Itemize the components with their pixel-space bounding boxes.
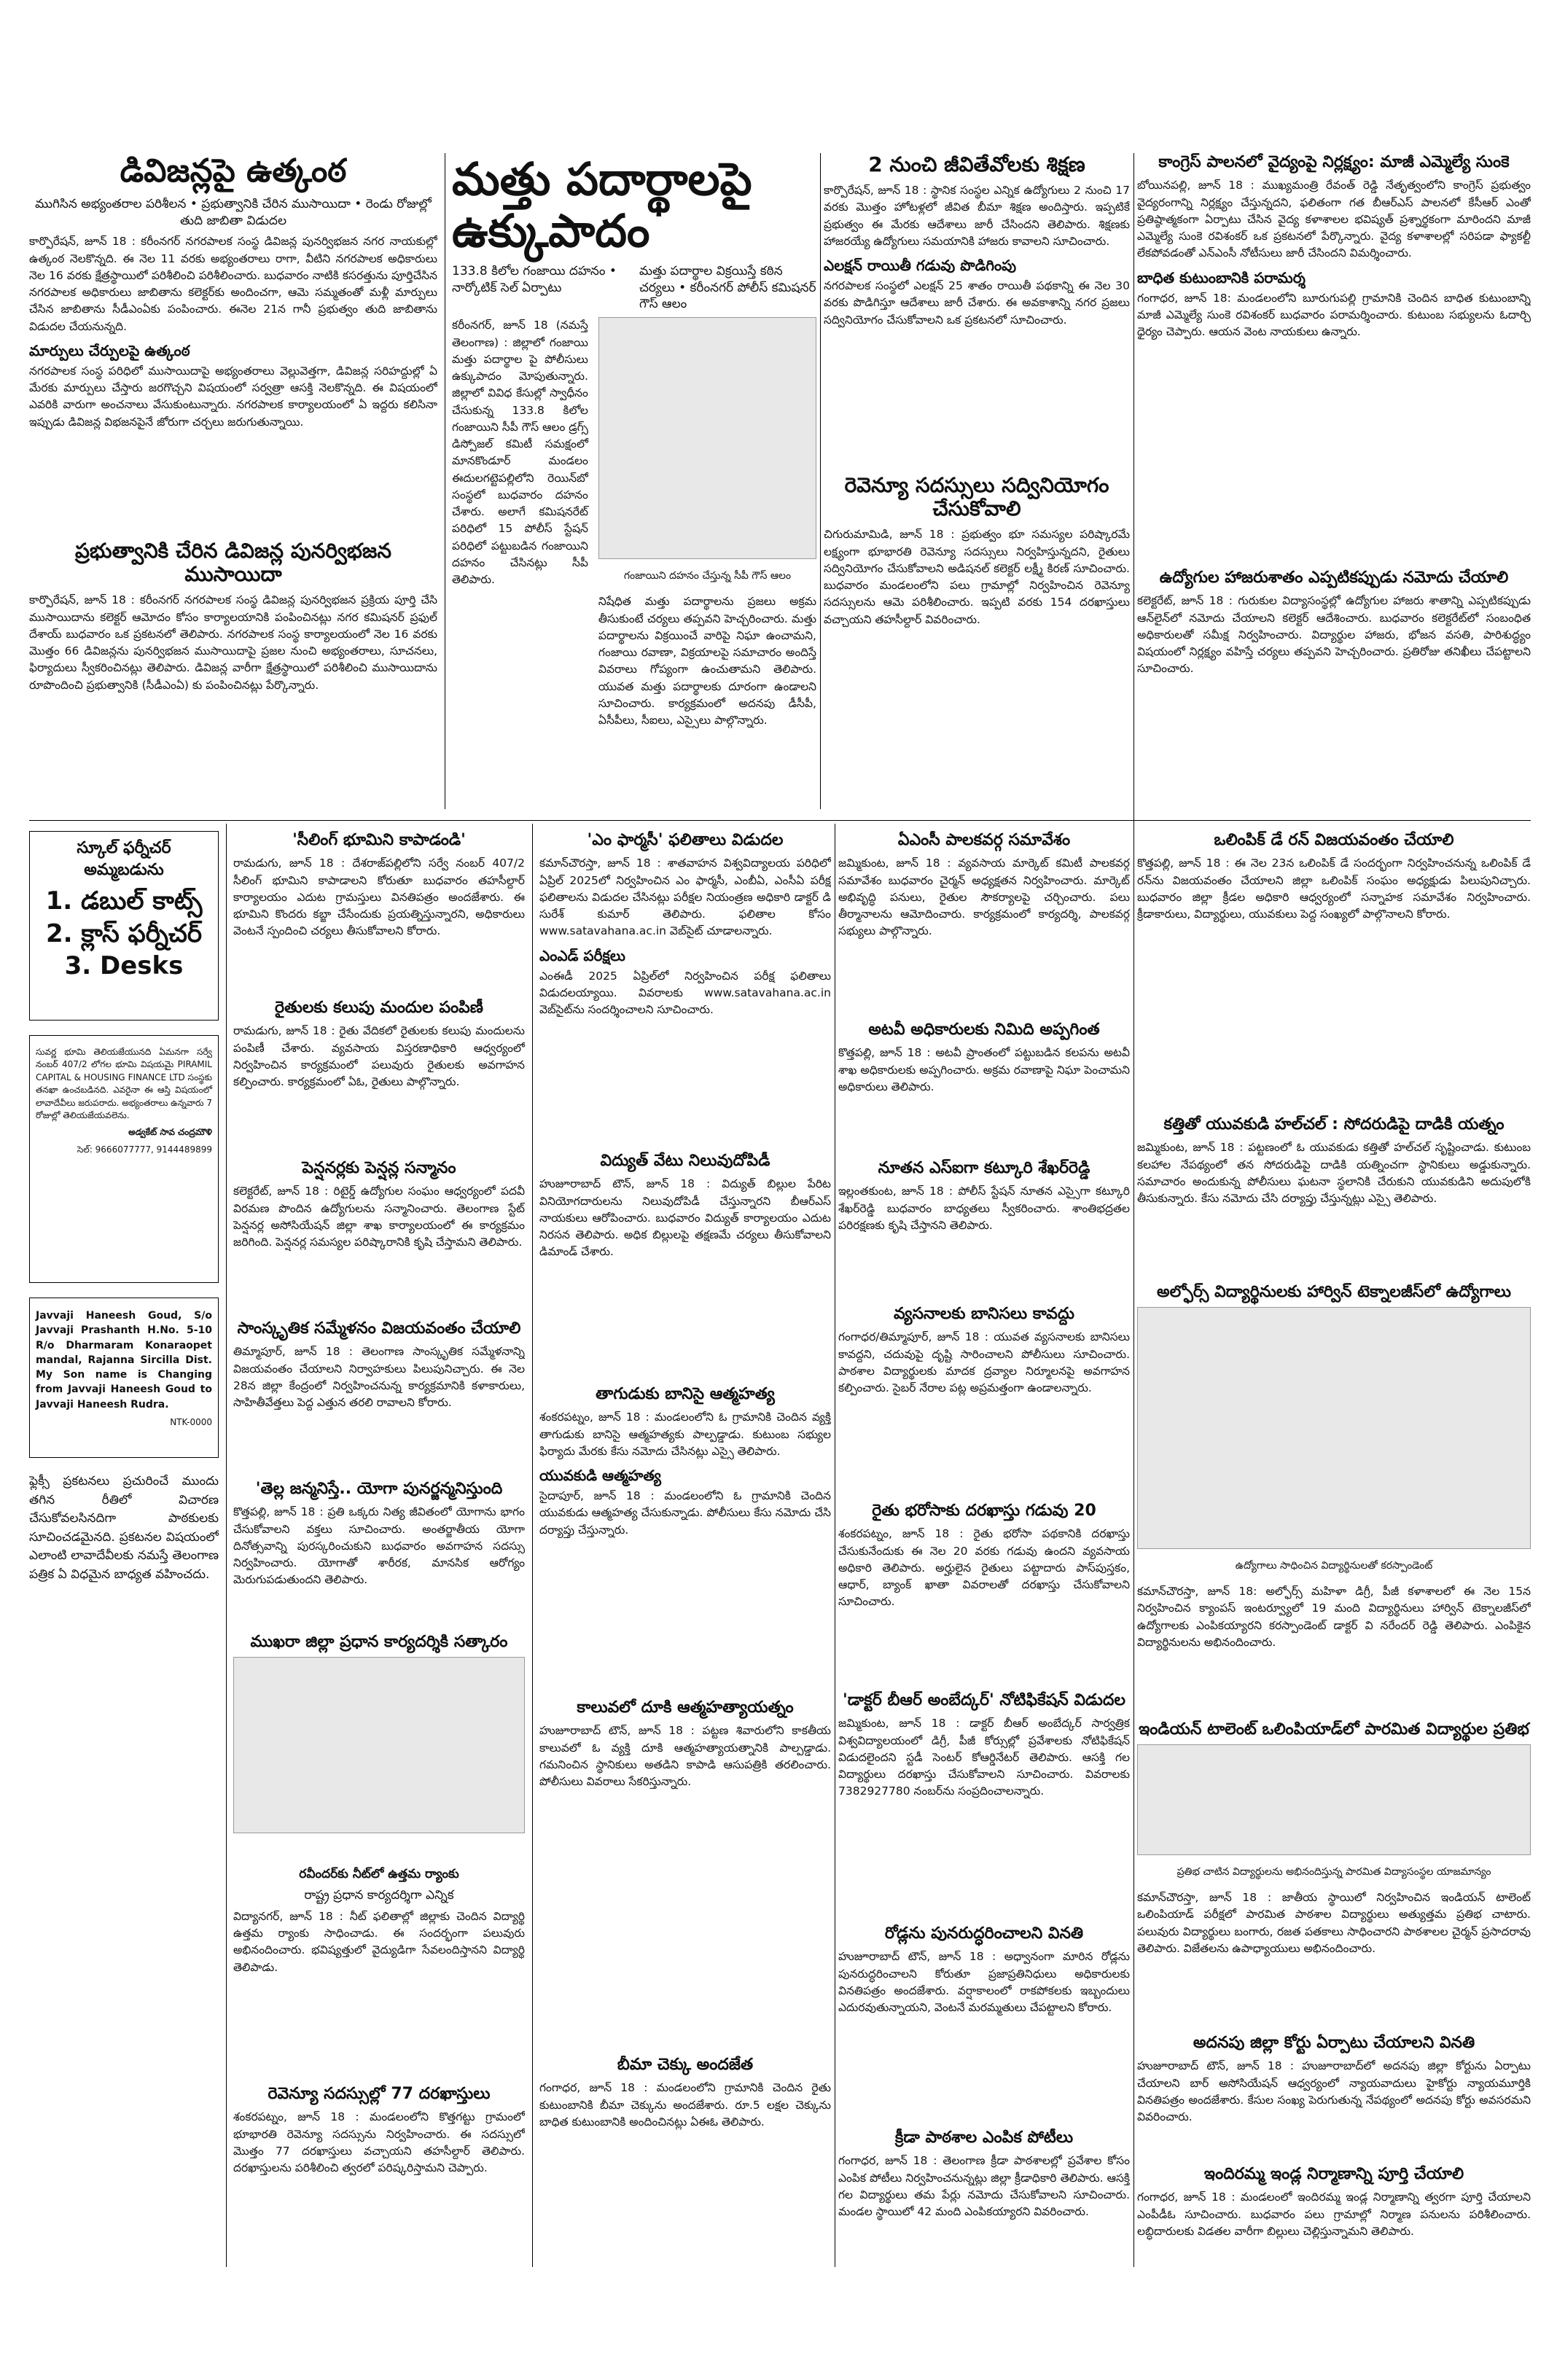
ad-name-change: [29, 1298, 219, 1458]
kicker-left: 133.8 కిలోల గంజాయి దహనం • నార్కోటిక్ సెల్ ఏర్పాటు: [452, 263, 617, 295]
body-text: ఎంఈడీ 2025 ఏప్రిల్‌లో నిర్వహించిన పరీక్ష ఫలితాలు విడుదలయ్యాయి. వివరాలకు www.satavahana.ac.in వెబ్‌సైట్‌ను సందర్శించాలని సూచించారు.: [539, 969, 831, 1017]
body-text: కమాన్‌చౌరస్తా, జూన్ 18: అల్ఫోర్స్ మహిళా డిగ్రీ, పీజీ కళాశాలలో ఈ నెల 15న నిర్వహించిన క్యాంపస్ ఇంటర్వ్యూలో 19 మంది విద్యార్థినులు హార్విన్ టెక్నాలజీస్‌లో ఉద్యోగాలకు ఎంపికయ్యారని కరస్పాండెంట్ డాక్టర్ వి నరేందర్ రెడ్డి తెలిపారు. ఎంపికైన విద్యార్థినులను అభినందించారు.: [1137, 1585, 1531, 1649]
subheading: బాధిత కుటుంబానికి పరామర్శ: [1137, 268, 1306, 286]
headline: అటవీ అధికారులకు నిమిది అప్పగింత: [868, 1021, 1100, 1039]
body-text: జమ్మికుంట, జూన్ 18 : వ్యవసాయ మార్కెట్ కమిటీ పాలకవర్గ సమావేశం బుధవారం చైర్మన్ అధ్యక్షతన నిర్వహించారు. మార్కెట్ అభివృద్ధి పనులు, రైతుల సౌకర్యాలపై చర్చించారు. పలు తీర్మానాలను ఆమోదించారు. కార్యక్రమంలో కార్యదర్శి, పాలకవర్గ సభ్యులు పాల్గొన్నారు.: [838, 857, 1130, 938]
body-text: కార్పొరేషన్, జూన్ 18 : స్థానిక సంస్థల ఎన్నిక ఉద్యోగులు 2 నుంచి 17 వరకు మొత్తం హోటళ్లలో జీవిత బీమా శిక్షణ అందిస్తారు. ఇప్పటికే ప్రభుత్వం ఈ మేరకు ఆదేశాలు జారీ చేసిందని తెలిపారు. శిక్షణకు హాజరయ్యే ఉద్యోగులు సమయానికి హాజరు కావాలని సూచించారు.: [824, 184, 1130, 248]
photo-caption: ప్రతిభ చాటిన విద్యార్థులను అభినందిస్తున్న పారమిత విద్యాసంస్థల యాజమాన్యం: [1176, 1866, 1491, 1878]
headline: తాగుడుకు బానిసై ఆత్మహత్య: [596, 1385, 775, 1403]
article-mpharmacy: [539, 831, 831, 1144]
article-jail: [824, 153, 1130, 467]
body-text: గంగాధర, జూన్ 18 : తెలంగాణ క్రీడా పాఠశాలల్లో ప్రవేశాల కోసం ఎంపిక పోటీలు నిర్వహించనున్నట్లు జిల్లా క్రీడాధికారి తెలిపారు. ఆసక్తి గల విద్యార్థులు తమ పేర్లు నమోదు చేసుకోవాలని సూచించారు. మండల స్థాయిలో 42 మంది ఎంపికయ్యారని వివరించారు.: [838, 2154, 1130, 2219]
headline: బీమా చెక్కు అందజేత: [617, 2056, 754, 2074]
article-knife: [1137, 1115, 1531, 1276]
body-text: హుజూరాబాద్ టౌన్, జూన్ 18 : పట్టణ శివారులోని కాకతీయ కాలువలో ఓ వ్యక్తి దూకి ఆత్మహత్యాయత్నానికి పాల్పడ్డాడు. గమనించిన స్థానికులు అతడిని కాపాడి ఆసుపత్రికి తరలించారు. పోలీసులు వివరాలు సేకరిస్తున్నారు.: [539, 1724, 831, 1789]
body-text: గంగాధర, జూన్ 18 : మండలంలోని గ్రామానికి చెందిన రైతు కుటుంబానికి బీమా చెక్కును అందజేశారు. రూ.5 లక్షల చెక్కును బాధిత కుటుంబానికి అందించినట్లు ఏఈఓ తెలిపారు.: [539, 2081, 831, 2129]
headline: డివిజన్లపై ఉత్కంఠ: [120, 153, 347, 190]
article-forest: [838, 1021, 1130, 1152]
kicker-sub: రాష్ట్ర ప్రధాన కార్యదర్శిగా ఎన్నిక: [304, 1887, 454, 1903]
name-change-code: NTK-0000: [170, 1417, 212, 1428]
article-ceiling: [233, 831, 525, 991]
headline: రైతు భరోసాకు దరఖాస్తు గడువు 20: [872, 1502, 1096, 1520]
article-farmers: [233, 999, 525, 1152]
column-rule: [226, 824, 227, 2267]
subheading: మార్పులు చేర్పులపై ఉత్కంఠ: [29, 341, 190, 359]
notice-body: సువర్ణ భూమి తెలియజేయునది ఏమనగా సర్వే నంబర్ 407/2 లోగల భూమి విషయమై PIRAMIL CAPITAL & HOUSING FINANCE LTD సంస్థకు తనఖా ఉంచబడినది. ఎవరైనా ఈ ఆస్తి విషయంలో లావాదేవీలు జరుపరాదు. అభ్యంతరాలు ఉన్నవారు 7 రోజుల్లో తెలియజేయవలెను.: [36, 1047, 213, 1120]
body-text: రామడుగు, జూన్ 18 : రైతు వేదికలో రైతులకు కలుపు మందులను పంపిణీ చేశారు. వ్యవసాయ విస్తరణాధికారి ఆధ్వర్యంలో నిర్వహించిన కార్యక్రమంలో పలువురు రైతులకు అవగాహన కల్పించారు. కార్యక్రమంలో ఏఓ, రైతులు పాల్గొన్నారు.: [233, 1024, 525, 1089]
headline: రెవెన్యూ సదస్సుల్లో 77 దరఖాస్తులు: [268, 2085, 491, 2103]
photo-caption: గంజాయిని దహనం చేస్తున్న సీపీ గౌస్ ఆలం: [623, 570, 792, 582]
kicker: రవీందర్‌కు నీట్‌లో ఉత్తమ ర్యాంకు: [299, 1867, 459, 1881]
headline: రోడ్లను పునరుద్ధరించాలని వినతి: [884, 1924, 1084, 1943]
article-canal: [539, 1698, 831, 2048]
article-drugs: [452, 153, 816, 809]
article-yoga: [233, 1480, 525, 1626]
headline: ప్రభుత్వానికి చేరిన డివిజన్ల పునర్విభజన ముసాయిదా: [75, 539, 391, 587]
headline: ఇండియన్ టాలెంట్ ఒలింపియాడ్‌లో పారమిత విద్యార్థుల ప్రతిభ: [1139, 1720, 1529, 1739]
article-ambedkar: [838, 1691, 1130, 1917]
subheading: ఎలక్షన్ రాయితీ గడువు పొడిగింపు: [824, 257, 1017, 275]
headline: 2 నుంచి జీవితేవోలకు శిక్షణ: [868, 153, 1085, 176]
body-text: విద్యానగర్, జూన్ 18 : నీట్ ఫలితాల్లో జిల్లాకు చెందిన విద్యార్థి ఉత్తమ ర్యాంకు సాధించాడు. ఈ సందర్భంగా పలువురు అభినందించారు. భవిష్యత్తులో వైద్యుడిగా సేవలందిస్తానని విద్యార్థి తెలిపాడు.: [233, 1909, 525, 1974]
column-rule: [820, 153, 821, 809]
subheading: యువకుడి ఆత్మహత్య: [539, 1467, 661, 1485]
body-text: కార్పొరేషన్, జూన్ 18 : కరీంనగర్ నగరపాలక సంస్థ డివిజన్ల పునర్విభజన నగర నాయకుల్లో ఉత్కంఠ నెలకొన్నది. ఈ నెల 11 వరకు అభ్యంతరాలు రాగా, వీటిని నగరపాలక అధికారులు నెల 16 వరకు క్షేత్రస్థాయిలో పరిశీలించి పరిశీలించారు. బుధవారం నాటికి కసరత్తును పూర్తిచేసిన నగరపాలక అధికారులు జాబితాను కలెక్టర్‌కు అందించగా, ఆమె సమ్మతంతో మళ్లీ మార్పులు చేసిన జాబితాను సీడీఎంఏకు పంపించారు. ఈనెల 21న గానీ ప్రభుత్వం తుది జాబితాను విడుదల చేయనున్నది.: [29, 235, 437, 333]
headline: 'ఎం ఫార్మసీ' ఫలితాలు విడుదల: [587, 831, 784, 849]
ad-item-3: 3. Desks: [64, 951, 184, 980]
body-text: నగరపాలక సంస్థలో ఎలక్షన్ 25 శాతం రాయితీ పథకాన్ని ఈ నెల 30 వరకు పొడిగిస్తూ ఆదేశాలు జారీ చేశారు. ఈ అవకాశాన్ని నగర ప్రజలు సద్వినియోగం చేసుకోవాలని ఒక ప్రకటనలో సూచించారు.: [824, 279, 1130, 327]
column-rule: [1133, 153, 1134, 2267]
article-addiction: [838, 1305, 1130, 1494]
name-change-body: Javvaji Haneesh Goud, S/o Javvaji Prashanth H.No. 5-10 R/o Dharmaram Konaraopet mandal, Rajanna Sircilla Dist. My Son name is Changing from Javvaji Haneesh Goud to Javvaji Haneesh Rudra.: [36, 1310, 212, 1411]
ad-legal-notice: [29, 1035, 219, 1283]
ad-item-2: 2. క్లాస్ ఫర్నీచర్: [46, 918, 202, 948]
body-text: శంకరపట్నం, జూన్ 18 : మండలంలోని కొత్తగట్టు గ్రామంలో భూభారతి రెవెన్యూ సదస్సును నిర్వహించారు. ఈ సదస్సులో మొత్తం 77 దరఖాస్తులు వచ్చాయని తహసీల్దార్ తెలిపారు. దరఖాస్తులను పరిశీలించి త్వరలో పరిష్కరిస్తామని చెప్పారు.: [233, 2110, 525, 2175]
notice-signer: అడ్వకేట్ సావ చంద్రమౌళి: [128, 1127, 212, 1138]
students-photo: [1137, 1307, 1531, 1549]
section-rule: [29, 820, 1531, 821]
article-sports: [838, 2129, 1130, 2267]
headline: అల్ఫోర్స్ విద్యార్థినులకు హార్విన్ టెక్నాలజీస్‌లో ఉద్యోగాలు: [1157, 1283, 1511, 1301]
article-revenue77: [233, 2085, 525, 2252]
article-bima: [539, 2056, 831, 2260]
body-text: శంకరపట్నం, జూన్ 18 : మండలంలోని ఓ గ్రామానికి చెందిన వ్యక్తి తాగుడుకు బానిసై ఆత్మహత్యకు పాల్పడ్డాడు. కుటుంబ సభ్యుల ఫిర్యాదు మేరకు కేసు నమోదు చేసినట్లు ఎస్సై తెలిపారు.: [539, 1411, 831, 1458]
article-courts: [1137, 2034, 1531, 2158]
headline: కాంగ్రెస్ పాలనలో వైద్యంపై నిర్లక్ష్యం: మాజీ ఎమ్మెల్యే సుంకె: [1158, 153, 1510, 171]
body-text: కమాన్‌చౌరస్తా, జూన్ 18 : శాతవాహన విశ్వవిద్యాలయ పరిధిలో ఏప్రిల్ 2025లో నిర్వహించిన ఎం ఫార్మసీ, ఎంబీఏ, ఎంసీఏ పరీక్ష ఫలితాలను విడుదల చేసినట్లు పరీక్షల నియంత్రణ అధికారి డాక్టర్ డి సురేశ్ కుమార్ తెలిపారు. ఫలితాల కోసం www.satavahana.ac.in వెబ్‌సైట్ చూడాలన్నారు.: [539, 857, 831, 938]
article-mukhara: [233, 1633, 525, 1852]
ad-school-furniture: [29, 831, 219, 1021]
disclaimer-text: ఫ్లెక్సీ ప్రకటనలు ప్రచురించే ముందు తగిన రీతిలో విచారణ చేసుకోవలసినదిగా పాఠకులకు సూచించడమైనది. ప్రకటనల విషయంలో ఎలాంటి లావాదేవీలకు నమస్తే తెలంగాణ పత్రిక ఏ విధమైన బాధ్యత వహించదు.: [29, 1474, 219, 1582]
headline: సాంస్కృతిక సమ్మేళనం విజయవంతం చేయాలి: [237, 1319, 521, 1338]
article-talent: [1137, 1720, 1531, 2026]
body-text: నగరపాలక సంస్థ పరిధిలో ముసాయిదాపై అభ్యంతరాలు వెల్లువెత్తగా, డివిజన్ల సరిహద్దుల్లో ఏ మేరకు మార్పులు చేస్తారు జరగొచ్చని విషయంలో సర్వత్రా ఆసక్తి నెలకొన్నది. ఈ విషయంలో ఎవరికి వారుగా అంచనాలు వేసుకుంటున్నారు. నగరపాలక కార్యాలయంలో ఏ ఇద్దరు కలిసినా ఇప్పుడు డివిజన్ల విభజనపైనే జోరుగా చర్చలు జరుగుతున్నాయి.: [29, 364, 437, 429]
headline: విద్యుత్ వేటు నిలువుదోపిడీ: [600, 1152, 770, 1170]
article-amc: [838, 831, 1130, 1013]
body-text: కార్పొరేషన్, జూన్ 18 : కరీంనగర్ నగరపాలక సంస్థ డివిజన్ల పునర్విభజన ప్రక్రియ పూర్తి చేసి ముసాయిదాను కలెక్టర్ ఆమోదం కోసం కార్యాలయానికి పంపించినట్లు నగర కమిషనర్ ప్రఫుల్ దేశాయ్ బుధవారం ఒక ప్రకటనలో తెలిపారు. నగరపాలక సంస్థ కార్యాలయంలో నెల 16 వరకు మొత్తం 66 డివిజన్లను పునర్విభజన ముసాయిదాపై ప్రజల నుంచి అభ్యంతరాలు, సూచనలు, ఫిర్యాదులు స్వీకరించినట్లు తెలిపారు. డివిజన్ల వారీగా క్షేత్రస్థాయిలో పరిశీలించి ముసాయిదాను రూపొందించి ప్రభుత్వానికి (సీడీఎంఏ) కు పంపించినట్లు పేర్కొన్నారు.: [29, 593, 437, 692]
headline: ఉద్యోగుల హాజరుశాతం ఎప్పటికప్పుడు నమోదు చేయాలి: [1159, 569, 1509, 587]
body-text: కొత్తపల్లి, జూన్ 18 : అటవీ ప్రాంతంలో పట్టుబడిన కలపను అటవీ శాఖ అధికారులకు అప్పగించారు. అక్రమ రవాణాపై నిఘా పెంచామని అధికారులు తెలిపారు.: [838, 1046, 1130, 1093]
felicitation-photo: [233, 1657, 525, 1833]
headline: 'సీలింగ్ భూమిని కాపాడండి': [292, 831, 466, 849]
headline: అదనపు జిల్లా కోర్టు ఏర్పాటు చేయాలని వినతి: [1193, 2034, 1475, 2052]
article-cultural: [233, 1319, 525, 1472]
ad-title: స్కూల్ ఫర్నీచర్ అమ్మబడును: [77, 839, 171, 879]
talent-photo: [1137, 1744, 1531, 1855]
ad-item-1: 1. డబుల్ కాట్స్: [45, 886, 203, 916]
article-olympic: [1137, 831, 1531, 1108]
ad-disclaimer: [29, 1472, 219, 1706]
headline: రైతులకు కలుపు మందుల పంపిణీ: [275, 999, 483, 1017]
headline: రెవెన్యూ సదస్సులు సద్వినియోగం చేసుకోవాలి: [844, 474, 1109, 521]
body-text: హుజూరాబాద్ టౌన్, జూన్ 18 : హుజూరాబాద్‌లో అదనపు జిల్లా కోర్టును ఏర్పాటు చేయాలని బార్ అసోసియేషన్ ఆధ్వర్యంలో న్యాయవాదులు హైకోర్టు న్యాయమూర్తికి వినతిపత్రం అందజేశారు. కేసుల సంఖ్య పెరుగుతున్న నేపథ్యంలో అదనపు కోర్టు అవసరమని వివరించారు.: [1137, 2059, 1531, 2124]
body-text: హుజూరాబాద్ టౌన్, జూన్ 18 : అధ్వానంగా మారిన రోడ్లను పునరుద్ధరించాలని కోరుతూ ప్రజాప్రతినిధులు అధికారులకు వినతిపత్రం అందజేశారు. వర్షాకాలంలో రాకపోకలకు ఇబ్బందులు ఎదురవుతున్నాయని, వెంటనే మరమ్మతులు చేపట్టాలని కోరారు.: [838, 1950, 1130, 2015]
body-text: బోయినపల్లి, జూన్ 18 : ముఖ్యమంత్రి రేవంత్ రెడ్డి నేతృత్వంలోని కాంగ్రెస్ ప్రభుత్వం వైద్యరంగాన్ని నిర్లక్ష్యం చేస్తున్నదని, ఫలితంగా గత బీఆర్ఎస్ పాలనలో కేసీఆర్ ఎంతో ప్రతిష్ఠాత్మకంగా ఏర్పాటు చేసిన వైద్య కళాశాలల భవిష్యత్ ప్రశ్నార్థకంగా మారిందని మాజీ ఎమ్మెల్యే సుంకె రవిశంకర్ ఒక ప్రకటనలో పేర్కొన్నారు. వైద్య కళాశాలల్లో సరిపడా ఫ్యాకల్టీ లేకపోవడంతో ఎన్ఎంసీ నోటీసులు జారీ చేసిందని విమర్శించారు.: [1137, 179, 1531, 260]
article-raitu: [838, 1502, 1130, 1684]
headline: ఏఎంసీ పాలకవర్గ సమావేశం: [897, 831, 1071, 849]
subheading: ఎంఎడ్ పరీక్షలు: [539, 946, 625, 964]
body-text: శంకరపట్నం, జూన్ 18 : రైతు భరోసా పథకానికి దరఖాస్తు చేసుకునేందుకు ఈ నెల 20 వరకు గడువు ఉందని వ్యవసాయ అధికారి తెలిపారు. అర్హులైన రైతులు పట్టాదారు పాస్‌పుస్తకం, ఆధార్, బ్యాంక్ ఖాతా వివరాలతో దరఖాస్తు చేసుకోవాలని సూచించారు.: [838, 1527, 1130, 1609]
body-text: రామడుగు, జూన్ 18 : దేశరాజ్‌పల్లిలోని సర్వే నంబర్ 407/2 సీలింగ్ భూమిని కాపాడాలని కోరుతూ బుధవారం తహసీల్దార్ కార్యాలయం ఎదుట గ్రామస్తులు వినతిపత్రం అందజేశారు. ఈ భూమిని కొందరు కబ్జా చేసేందుకు ప్రయత్నిస్తున్నారని, అధికారులు వెంటనే స్పందించి చర్యలు తీసుకోవాలని కోరారు.: [233, 857, 525, 938]
column-rule: [532, 824, 533, 2267]
headline: 'డాక్టర్ బీఆర్ అంబేద్కర్' నోటిఫికేషన్ విడుదల: [842, 1691, 1126, 1709]
article-electricity: [539, 1152, 831, 1378]
article-roads: [838, 1924, 1130, 2121]
body-text: గంగాధర, జూన్ 18 : మండలంలో ఇందిరమ్మ ఇండ్ల నిర్మాణాన్ని త్వరగా పూర్తి చేయాలని ఎంపీడీఓ సూచించారు. బుధవారం పలు గ్రామాల్లో నిర్మాణ పనులను పరిశీలించారు. లబ్ధిదారులకు విడతల వారీగా బిల్లులు చెల్లిస్తున్నామని తెలిపారు.: [1137, 2190, 1531, 2238]
headline: కాలువలో దూకి ఆత్మహత్యాయత్నం: [577, 1698, 794, 1717]
body-text: కలెక్టరేట్, జూన్ 18 : గురుకుల విద్యాసంస్థల్లో ఉద్యోగుల హాజరు శాతాన్ని ఎప్పటికప్పుడు ఆన్‌లైన్‌లో నమోదు చేయాలని కలెక్టర్ ఆదేశించారు. బుధవారం కలెక్టరేట్‌లో సంబంధిత అధికారులతో సమీక్ష నిర్వహించారు. విద్యార్థుల హాజరు, భోజన వసతి, పారిశుద్ధ్యం విషయంలో నిర్లక్ష్యం వహిస్తే చర్యలు తప్పవని హెచ్చరించారు. ప్రతిరోజు తనిఖీలు చేపట్టాలని సూచించారు.: [1137, 594, 1531, 676]
burning-ganja-photo: [598, 317, 816, 559]
article-pensions: [233, 1159, 525, 1312]
headline: మత్తు పదార్థాలపై ఉక్కుపాదం: [452, 153, 752, 258]
body-text: నిషేధిత మత్తు పదార్థాలను ప్రజలు అక్రమ తీసుకుంటే చర్యలు తప్పవని హెచ్చరించారు. మత్తు పదార్థాలను విక్రయించే వారిపై నిఘా ఉంచామని, గంజాయి రవాణా, విక్రయాలపై సమాచారం అందిస్తే వివరాలు గోప్యంగా ఉంచుతామని తెలిపారు. యువత మత్తు పదార్థాలకు దూరంగా ఉండాలని సూచించారు. కార్యక్రమంలో అదనపు డీసీపీ, ఏసీపీలు, సీఐలు, ఎస్సైలు పాల్గొన్నారు.: [598, 595, 816, 727]
body-text: జమ్మికుంట, జూన్ 18 : డాక్టర్ బీఆర్ అంబేద్కర్ సార్వత్రిక విశ్వవిద్యాలయంలో డిగ్రీ, పీజీ కోర్సుల్లో ప్రవేశాలకు నోటిఫికేషన్ విడుదలైందని స్టడీ సెంటర్ కోఆర్డినేటర్ తెలిపారు. ఆసక్తి గల విద్యార్థులు దరఖాస్తు చేసుకోవాలని సూచించారు. వివరాలకు 7382927780 నంబర్‌ను సంప్రదించాలన్నారు.: [838, 1717, 1130, 1798]
body-text: హుజూరాబాద్ టౌన్, జూన్ 18 : విద్యుత్ బిల్లుల పేరిట వినియోగదారులను నిలువుదోపిడీ చేస్తున్నారని బీఆర్ఎస్ నాయకులు ఆరోపించారు. బుధవారం విద్యుత్ కార్యాలయం ఎదుట నిరసన తెలిపారు. అధిక బిల్లులపై తక్షణమే చర్యలు తీసుకోవాలని డిమాండ్ చేశారు.: [539, 1177, 831, 1259]
body-text: కరీంనగర్, జూన్ 18 (నమస్తే తెలంగాణ) : జిల్లాలో గంజాయి మత్తు పదార్థాల పై పోలీసులు ఉక్కుపాదం మోపుతున్నారు. జిల్లాలో వివిధ కేసుల్లో స్వాధీనం చేసుకున్న 133.8 కిలోల గంజాయిని సీపీ గౌస్ ఆలం డ్రగ్స్ డిస్పోజల్ కమిటీ సమక్షంలో మానకొండూర్ మండలం ఈదులగట్టెపల్లిలోని రెయిన్‌బో సంస్థలో బుధవారం దహనం చేశారు. అలాగే కమిషనరేట్ పరిధిలో 15 పోలీస్ స్టేషన్ పరిధిలో పట్టుబడిన గంజాయిని దహనం చేసినట్లు సీపీ తెలిపారు.: [452, 319, 588, 587]
article-indiramma: [1137, 2165, 1531, 2267]
headline: ఇందిరమ్మ ఇండ్ల నిర్మాణాన్ని పూర్తి చేయాలి: [1203, 2165, 1464, 2183]
body-text: ఇల్లంతకుంట, జూన్ 18 : పోలీస్ స్టేషన్ నూతన ఎస్సైగా కట్కూరి శేఖర్‌రెడ్డి బుధవారం బాధ్యతలు స్వీకరించారు. శాంతిభద్రతల పరిరక్షణకు కృషి చేస్తానని తెలిపారు.: [838, 1185, 1130, 1232]
headline: 'తెల్ల జన్మనిస్తే.. యోగా పునర్జన్మనిస్తుంది: [255, 1480, 503, 1498]
body-text: తిమ్మాపూర్, జూన్ 18 : తెలంగాణ సాంస్కృతిక సమ్మేళనాన్ని విజయవంతం చేయాలని నిర్వాహకులు పిలుపునిచ్చారు. ఈ నెల 28న జిల్లా కేంద్రంలో నిర్వహించనున్న కార్యక్రమానికి కళాకారులు, సాహితీవేత్తలు పెద్ద ఎత్తున తరలి రావాలని కోరారు.: [233, 1345, 525, 1410]
photo-caption: ఉద్యోగాలు సాధించిన విద్యార్థినులతో కరస్పాండెంట్: [1235, 1560, 1433, 1572]
body-text: జమ్మికుంట, జూన్ 18 : పట్టణంలో ఓ యువకుడు కత్తితో హల్‌చల్ సృష్టించాడు. కుటుంబ కలహాల నేపథ్యంలో తన సోదరుడిపై దాడికి యత్నించగా స్థానికులు అడ్డుకున్నారు. సమాచారం అందుకున్న పోలీసులు ఘటనా స్థలానికి చేరుకుని యువకుడిని అదుపులోకి తీసుకున్నారు. కేసు నమోదు చేసి దర్యాప్తు చేస్తున్నట్లు ఎస్సై తెలిపారు.: [1137, 1141, 1531, 1206]
headline: ఒలింపిక్ డే రన్ విజయవంతం చేయాలి: [1214, 831, 1454, 849]
article-new-si: [838, 1159, 1130, 1298]
article-revenue: [824, 474, 1130, 809]
article-cricket: [233, 1866, 525, 2077]
kicker: ముగిసిన అభ్యంతరాల పరిశీలన • ప్రభుత్వానికి చేరిన ముసాయిదా • రెండు రోజుల్లో తుది జాబితా విడుదల: [35, 196, 432, 228]
headline: కత్తితో యువకుడి హల్‌చల్ : సోదరుడిపై దాడికి యత్నం: [1163, 1115, 1505, 1134]
headline: క్రీడా పాఠశాల ఎంపిక పోటీలు: [894, 2129, 1074, 2147]
headline: పెన్షనర్లకు పెన్షన్ల సన్మానం: [302, 1159, 456, 1177]
body-text: గంగాధర, జూన్ 18: మండలంలోని బూరుగుపల్లి గ్రామానికి చెందిన బాధిత కుటుంబాన్ని మాజీ ఎమ్మెల్యే సుంకె రవిశంకర్ బుధవారం పరామర్శించారు. కుటుంబ సభ్యులను ఓదార్చి ధైర్యం చెప్పారు. ఆయన వెంట నాయకులు ఉన్నారు.: [1137, 291, 1531, 339]
headline: నూతన ఎస్ఐగా కట్కూరి శేఖర్‌రెడ్డి: [878, 1159, 1090, 1177]
article-congress: [1137, 153, 1531, 561]
article-divisions-2: [29, 539, 437, 816]
headline: వ్యసనాలకు బానిసలు కావద్దు: [894, 1305, 1074, 1323]
body-text: గంగాధర/తిమ్మాపూర్, జూన్ 18 : యువత వ్యసనాలకు బానిసలు కావద్దని, చదువుపై దృష్టి సారించాలని పోలీసులు సూచించారు. పాఠశాల విద్యార్థులకు మాదక ద్రవ్యాల నిర్మూలనపై అవగాహన కల్పించారు. సైబర్ నేరాల పట్ల అప్రమత్తంగా ఉండాలన్నారు.: [838, 1330, 1130, 1395]
body-text: చిగురుమామిడి, జూన్ 18 : ప్రభుత్వం భూ సమస్యల పరిష్కారమే లక్ష్యంగా భూభారతి రెవెన్యూ సదస్సులు నిర్వహిస్తున్నదని, రైతులు సద్వినియోగం చేసుకోవాలని అడిషనల్ కలెక్టర్ లక్ష్మీ కిరణ్ సూచించారు. బుధవారం మండలంలోని పలు గ్రామాల్లో నిర్వహించిన రెవెన్యూ సదస్సులను ఆమె పరిశీలించారు. ఇప్పటి వరకు 154 దరఖాస్తులు వచ్చాయని తహసీల్దార్ వివరించారు.: [824, 528, 1130, 626]
kicker-right: మత్తు పదార్థాల విక్రయిస్తే కఠిన చర్యలు • కరీంనగర్ పోలీస్ కమిషనర్ గౌస్ ఆలం: [639, 263, 816, 312]
article-suicide: [539, 1385, 831, 1691]
notice-phone: సెల్: 9666077777, 9144489899: [77, 1144, 212, 1155]
body-text: కొత్తపల్లి, జూన్ 18 : ఈ నెల 23న ఒలింపిక్ డే సందర్భంగా నిర్వహించనున్న ఒలింపిక్ డే రన్‌ను విజయవంతం చేయాలని జిల్లా ఒలింపిక్ సంఘం అధ్యక్షుడు పిలుపునిచ్చారు. బుధవారం జిల్లా క్రీడల అధికారి ఆధ్వర్యంలో సన్నాహక సమావేశం నిర్వహించారు. క్రీడాకారులు, విద్యార్థులు, యువకులు పెద్ద సంఖ్యలో పాల్గొనాలని కోరారు.: [1137, 857, 1531, 921]
article-jobs: [1137, 569, 1531, 809]
body-text: కమాన్‌చౌరస్తా, జూన్ 18 : జాతీయ స్థాయిలో నిర్వహించిన ఇండియన్ టాలెంట్ ఒలింపియాడ్ పరీక్షలో పారమిత పాఠశాల విద్యార్థులు అత్యుత్తమ ప్రతిభ చాటారు. పలువురు విద్యార్థులు బంగారు, రజత పతకాలు సాధించారని పాఠశాలల చైర్మన్ ప్రసాదరావు తెలిపారు. విజేతలను ఉపాధ్యాయులు అభినందించారు.: [1137, 1891, 1531, 1955]
body-text: కొత్తపల్లి, జూన్ 18 : ప్రతి ఒక్కరు నిత్య జీవితంలో యోగాను భాగం చేసుకోవాలని వక్తలు సూచించారు. అంతర్జాతీయ యోగా దినోత్సవాన్ని పురస్కరించుకుని బుధవారం అవగాహన సదస్సు నిర్వహించారు. యోగాతో శారీరక, మానసిక ఆరోగ్యం మెరుగుపడుతుందని తెలిపారు.: [233, 1505, 525, 1587]
body-text: సైదాపూర్, జూన్ 18 : మండలంలోని ఓ గ్రామానికి చెందిన యువకుడు ఆత్మహత్య చేసుకున్నాడు. పోలీసులు కేసు నమోదు చేసి దర్యాప్తు చేస్తున్నారు.: [539, 1489, 831, 1537]
headline: ముఖరా జిల్లా ప్రధాన కార్యదర్శికి సత్కారం: [250, 1633, 508, 1651]
article-alforce: [1137, 1283, 1531, 1713]
body-text: కలెక్టరేట్, జూన్ 18 : రిటైర్డ్ ఉద్యోగుల సంఘం ఆధ్వర్యంలో పదవీ విరమణ పొందిన ఉద్యోగులను సన్మానించారు. తెలంగాణ స్టేట్ పెన్షనర్ల అసోసియేషన్ జిల్లా శాఖ కార్యాలయంలో ఈ కార్యక్రమం జరిగింది. పెన్షనర్ల సమస్యల పరిష్కారానికి కృషి చేస్తామని తెలిపారు.: [233, 1185, 525, 1249]
article-divisions: [29, 153, 437, 532]
